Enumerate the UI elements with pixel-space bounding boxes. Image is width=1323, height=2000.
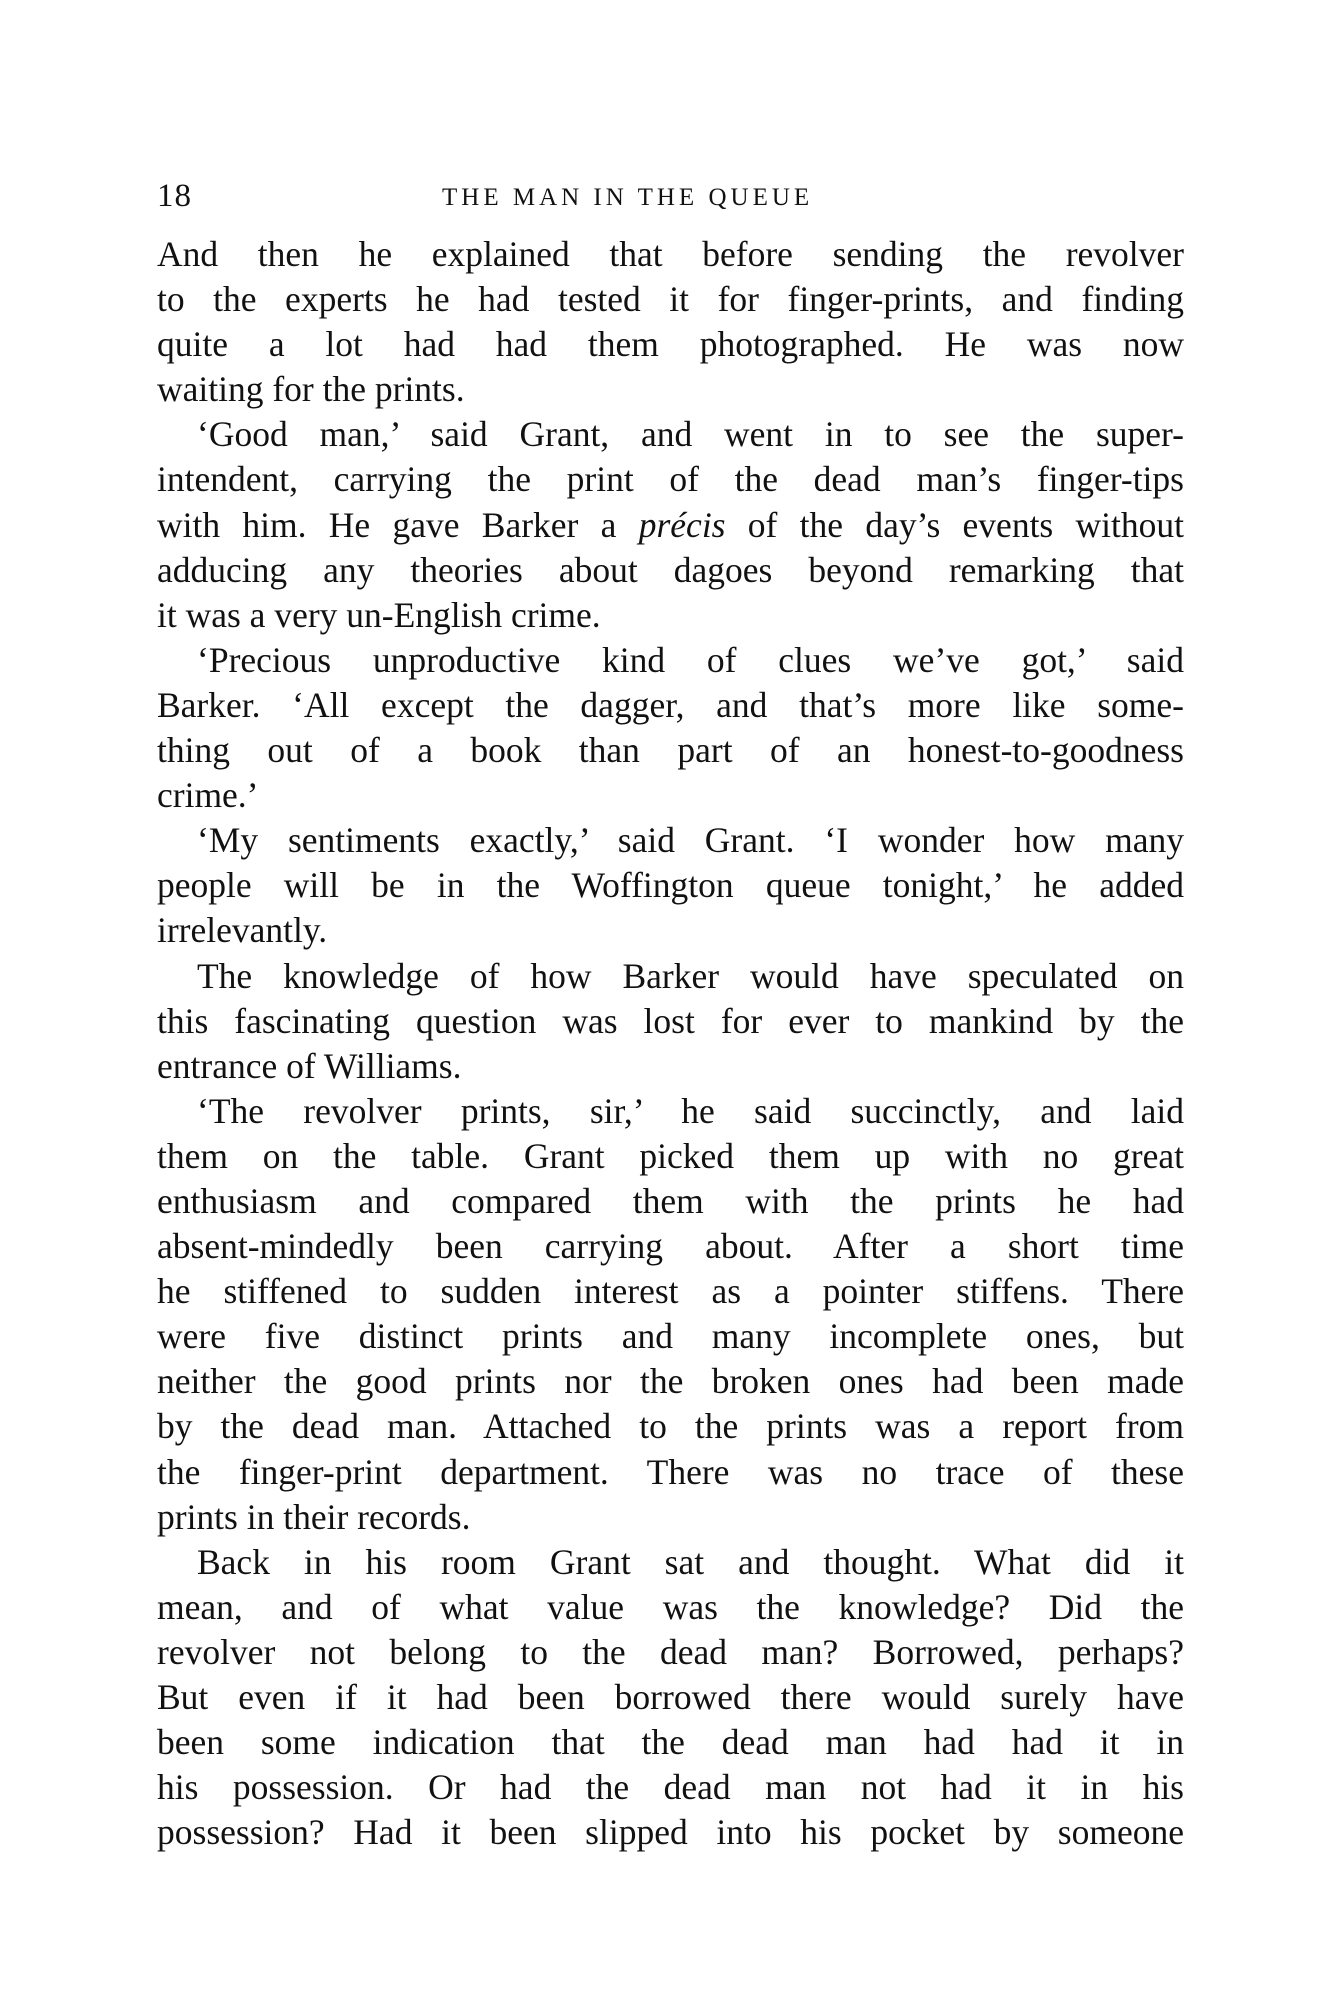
text-line: people will be in the Woffington queue tonight,’ he added — [157, 865, 1184, 906]
text-line: prints in their records. — [157, 1496, 471, 1537]
text-line: waiting for the prints. — [157, 369, 465, 410]
italic-word: précis — [638, 504, 726, 545]
text-line: thing out of a book than part of an honest-to-goodness — [157, 730, 1184, 771]
text-line: neither the good prints nor the broken ones had been made — [157, 1361, 1184, 1402]
text-line: he stiffened to sudden interest as a pointer stiffens. There — [157, 1271, 1184, 1312]
text-line: to the experts he had tested it for finger-prints, and finding — [157, 279, 1184, 320]
text-line: been some indication that the dead man had had it in — [157, 1722, 1184, 1763]
text-line: And then he explained that before sending the revolver — [157, 234, 1184, 274]
text-line: revolver not belong to the dead man? Borrowed, perhaps? — [157, 1631, 1184, 1672]
text-line: were five distinct prints and many incomplete ones, but — [157, 1316, 1184, 1357]
text-line: ‘The revolver prints, sir,’ he said succinctly, and laid — [197, 1090, 1184, 1131]
text-line: it was a very un-English crime. — [157, 594, 601, 635]
text-line: ‘Good man,’ said Grant, and went in to see the super- — [197, 414, 1184, 455]
text-line: But even if it had been borrowed there would surely have — [157, 1677, 1184, 1717]
text-line: intendent, carrying the print of the dead man’s finger-tips — [157, 459, 1184, 500]
text-line: them on the table. Grant picked them up with no great — [157, 1135, 1184, 1176]
text-line: Barker. ‘All except the dagger, and that’s more like some- — [157, 684, 1184, 725]
text-line: The knowledge of how Barker would have speculated on — [197, 955, 1184, 996]
text-line: ‘Precious unproductive kind of clues we’ve got,’ said — [197, 639, 1184, 680]
text-line: ‘My sentiments exactly,’ said Grant. ‘I wonder how many — [197, 820, 1184, 861]
text-line — [157, 503, 1184, 548]
text-line: this fascinating question was lost for ever to mankind by the — [157, 1000, 1184, 1041]
running-title: THE MAN IN THE QUEUE — [442, 184, 814, 211]
running-head — [157, 176, 1187, 216]
text-line: enthusiasm and compared them with the prints he had — [157, 1180, 1184, 1221]
body-text — [157, 232, 1184, 1855]
text-segment: with him. He gave Barker a — [157, 504, 617, 545]
text-line: his possession. Or had the dead man not had it in his — [157, 1767, 1184, 1808]
text-line: absent-mindedly been carrying about. After a short time — [157, 1226, 1184, 1267]
text-line: crime.’ — [157, 775, 259, 816]
text-segment: of the day’s events without — [747, 504, 1185, 545]
text-line: adducing any theories about dagoes beyond remarking that — [157, 549, 1184, 590]
text-line: mean, and of what value was the knowledge? Did the — [157, 1586, 1184, 1627]
text-line: Back in his room Grant sat and thought. What did it — [197, 1541, 1184, 1582]
page-number: 18 — [157, 178, 192, 214]
text-line: the finger-print department. There was no trace of these — [157, 1451, 1184, 1492]
text-line: quite a lot had had them photographed. He was now — [157, 324, 1184, 365]
text-line: possession? Had it been slipped into his pocket by someone — [157, 1812, 1184, 1853]
text-line: entrance of Williams. — [157, 1045, 462, 1086]
text-line: irrelevantly. — [157, 910, 328, 951]
text-line: by the dead man. Attached to the prints was a report from — [157, 1406, 1184, 1447]
